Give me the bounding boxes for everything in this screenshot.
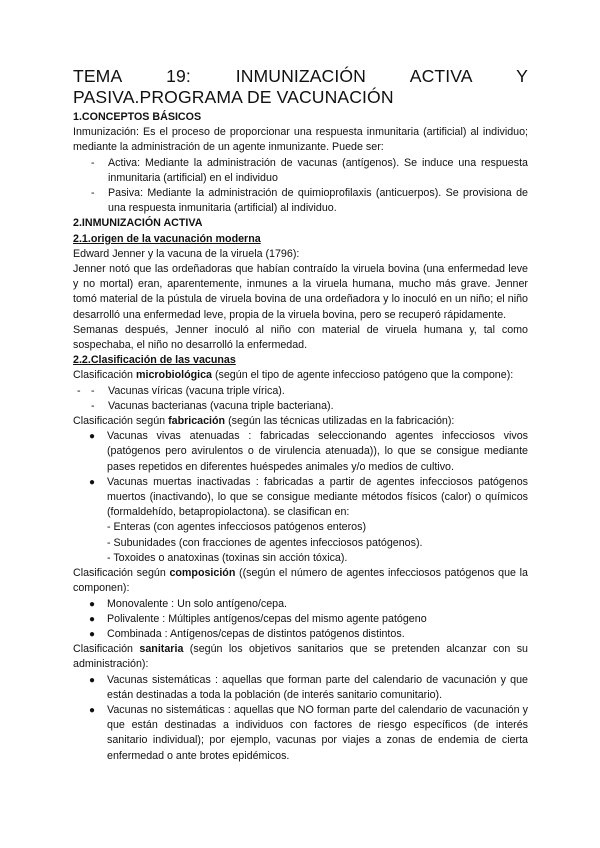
section-heading-inmunizacion-activa: 2.INMUNIZACIÓN ACTIVA <box>73 217 203 230</box>
list-item: ● Vacunas no sistemáticas : aquellas que NO forman parte del calendario de vacunación y que están destinadas a individuos con factores de riesgo específicos (de interés sanitario individual); por ejemplo, vacunas por viajes a zonas de endemia de cierta enfermedad o ante brotes epidémicos. <box>89 703 528 762</box>
document-title: TEMA 19: INMUNIZACIÓN ACTIVA Y PASIVA.PROGRAMA DE VACUNACIÓN <box>73 66 528 107</box>
paragraph-clasificacion-sanitaria: Clasificación sanitaria (según los objetivos sanitarios que se pretenden alcanzar con su administración): <box>73 643 528 671</box>
sub-item: - Subunidades (con fracciones de agentes infecciosos patógenos). <box>107 536 423 549</box>
list-item: ● Monovalente : Un solo antígeno/cepa. <box>89 597 288 610</box>
sub-item: - Toxoides o anatoxinas (toxinas sin acción tóxica). <box>107 551 348 564</box>
list-fabricacion <box>73 429 528 566</box>
paragraph-clasificacion-microbiologica: Clasificación microbiológica (según el tipo de agente infeccioso patógeno que la compone): <box>73 369 514 382</box>
paragraph-clasificacion-fabricacion: Clasificación según fabricación (según las técnicas utilizadas en la fabricación): <box>73 415 455 428</box>
subsection-heading-clasificacion: 2.2.Clasificación de las vacunas <box>73 354 236 367</box>
paragraph: Semanas después, Jenner inoculó al niño con material de viruela humana y, tal como sospechaba, el niño no desarrolló la enfermedad. <box>73 323 528 352</box>
list-item: ● Combinada : Antígenos/cepas de distintos patógenos distintos. <box>89 627 405 640</box>
list-item: - - Vacunas víricas (vacuna triple vírica). <box>77 384 285 397</box>
list-item: ● Vacunas muertas inactivadas : fabricadas a partir de agentes infecciosos patógenos muertos (inactivando), lo que se consigue mediante métodos físicos (calor) o químicos (formaldehído, betapropiolactona). se clasifican en: - Enteras (con agentes infecciosos patógenos enteros) - Subunidades (con fracciones de agentes infecciosos patógenos). - Toxoides o anatoxinas (toxinas sin acción tóxica). <box>73 475 528 566</box>
paragraph-inmunizacion: Inmunización: Es el proceso de proporcionar una respuesta inmunitaria (artificial) al individuo; mediante la administración de un agente inmunizante. Puede ser: <box>73 126 528 154</box>
paragraph: Jenner notó que las ordeñadoras que habían contraído la viruela bovina (una enfermedad leve y no mortal) eran, aparentemente, inmunes a la viruela humana, mucho más grave. Jenner tomó material de la pústula de viruela bovina de una ordeñadora y lo inoculó en un niño; el niño desarrolló una enfermedad leve, propia de la viruela bovina, pero se recuperó rápidamente. <box>73 263 528 321</box>
sub-item: - Enteras (con agentes infecciosos patógenos enteros) <box>107 521 367 534</box>
list-composicion <box>73 597 528 643</box>
list-item: - Activa: Mediante la administración de vacunas (antígenos). Se induce una respuesta inmunitaria (artificial) en el individuo <box>91 156 528 184</box>
list-item: - Pasiva: Mediante la administración de quimioprofilaxis (anticuerpos). Se provisiona de una respuesta inmunitaria (artificial) al individuo. <box>91 187 528 215</box>
section-heading-conceptos: 1.CONCEPTOS BÁSICOS <box>73 111 202 123</box>
paragraph: Edward Jenner y la vacuna de la viruela (1796): <box>73 247 300 260</box>
list-tipos-inmunizacion <box>73 156 528 217</box>
paragraph-clasificacion-composicion: Clasificación según composición ((según el número de agentes infecciosos patógenos que la componen): <box>73 567 528 595</box>
list-microbiologica <box>73 384 528 414</box>
list-item: - Vacunas bacterianas (vacuna triple bacteriana). <box>91 399 334 412</box>
list-item: ● Polivalente : Múltiples antígenos/cepas del mismo agente patógeno <box>89 612 427 625</box>
subsection-heading-origen: 2.1.origen de la vacunación moderna <box>73 232 261 245</box>
list-sanitaria <box>73 673 528 764</box>
list-item: ● Vacunas vivas atenuadas : fabricadas seleccionando agentes infecciosos vivos (patógenos pero avirulentos o de virulencia atenuada)), lo que se consigue mediante pases repetidos en diferentes huéspedes animales y/o medios de cultivo. <box>89 430 528 473</box>
list-item: ● Vacunas sistemáticas : aquellas que forman parte del calendario de vacunación y que están destinadas a toda la población (de interés sanitario comunitario). <box>89 673 528 701</box>
